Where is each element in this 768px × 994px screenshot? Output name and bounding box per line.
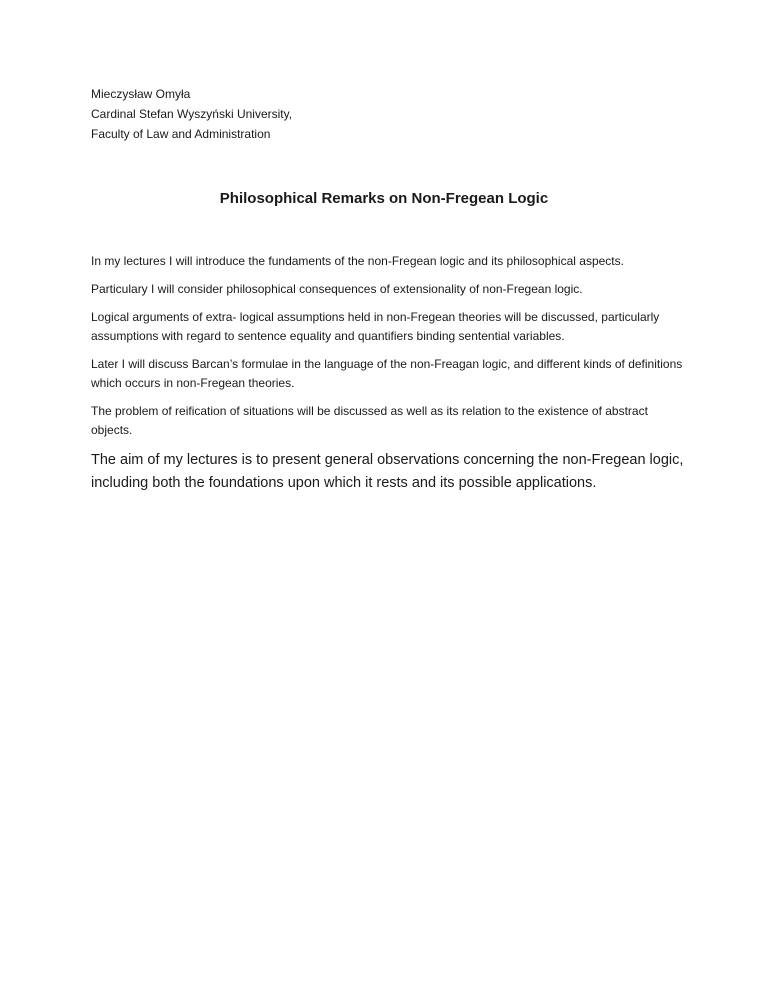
paragraph-extensionality: Particulary I will consider philosophical consequences of extensionality of non-Fregean logic. — [91, 282, 583, 296]
author-block — [91, 84, 292, 144]
paragraph-introduction: In my lectures I will introduce the fundaments of the non-Fregean logic and its philosophical aspects. — [91, 254, 624, 268]
author-faculty: Faculty of Law and Administration — [91, 127, 271, 141]
paragraph-reification: The problem of reification of situations will be discussed as well as its relation to the existence of abstract objects. — [91, 404, 648, 437]
author-name: Mieczysław Omyła — [91, 87, 191, 101]
paragraph-barcan-formulae: Later I will discuss Barcan’s formulae in the language of the non-Freagan logic, and different kinds of definitions which occurs in non-Fregean theories. — [91, 357, 683, 390]
paragraph-aim: The aim of my lectures is to present general observations concerning the non-Fregean logic, including both the foundations upon which it rests and its possible applications. — [91, 452, 684, 491]
paragraph-logical-arguments: Logical arguments of extra- logical assumptions held in non-Fregean theories will be discussed, particularly assumptions with regard to sentence equality and quantifiers binding sentential variables. — [91, 310, 660, 343]
document-body — [91, 252, 691, 504]
author-affiliation: Cardinal Stefan Wyszyński University, — [91, 107, 293, 121]
document-title: Philosophical Remarks on Non-Fregean Logic — [219, 190, 549, 207]
